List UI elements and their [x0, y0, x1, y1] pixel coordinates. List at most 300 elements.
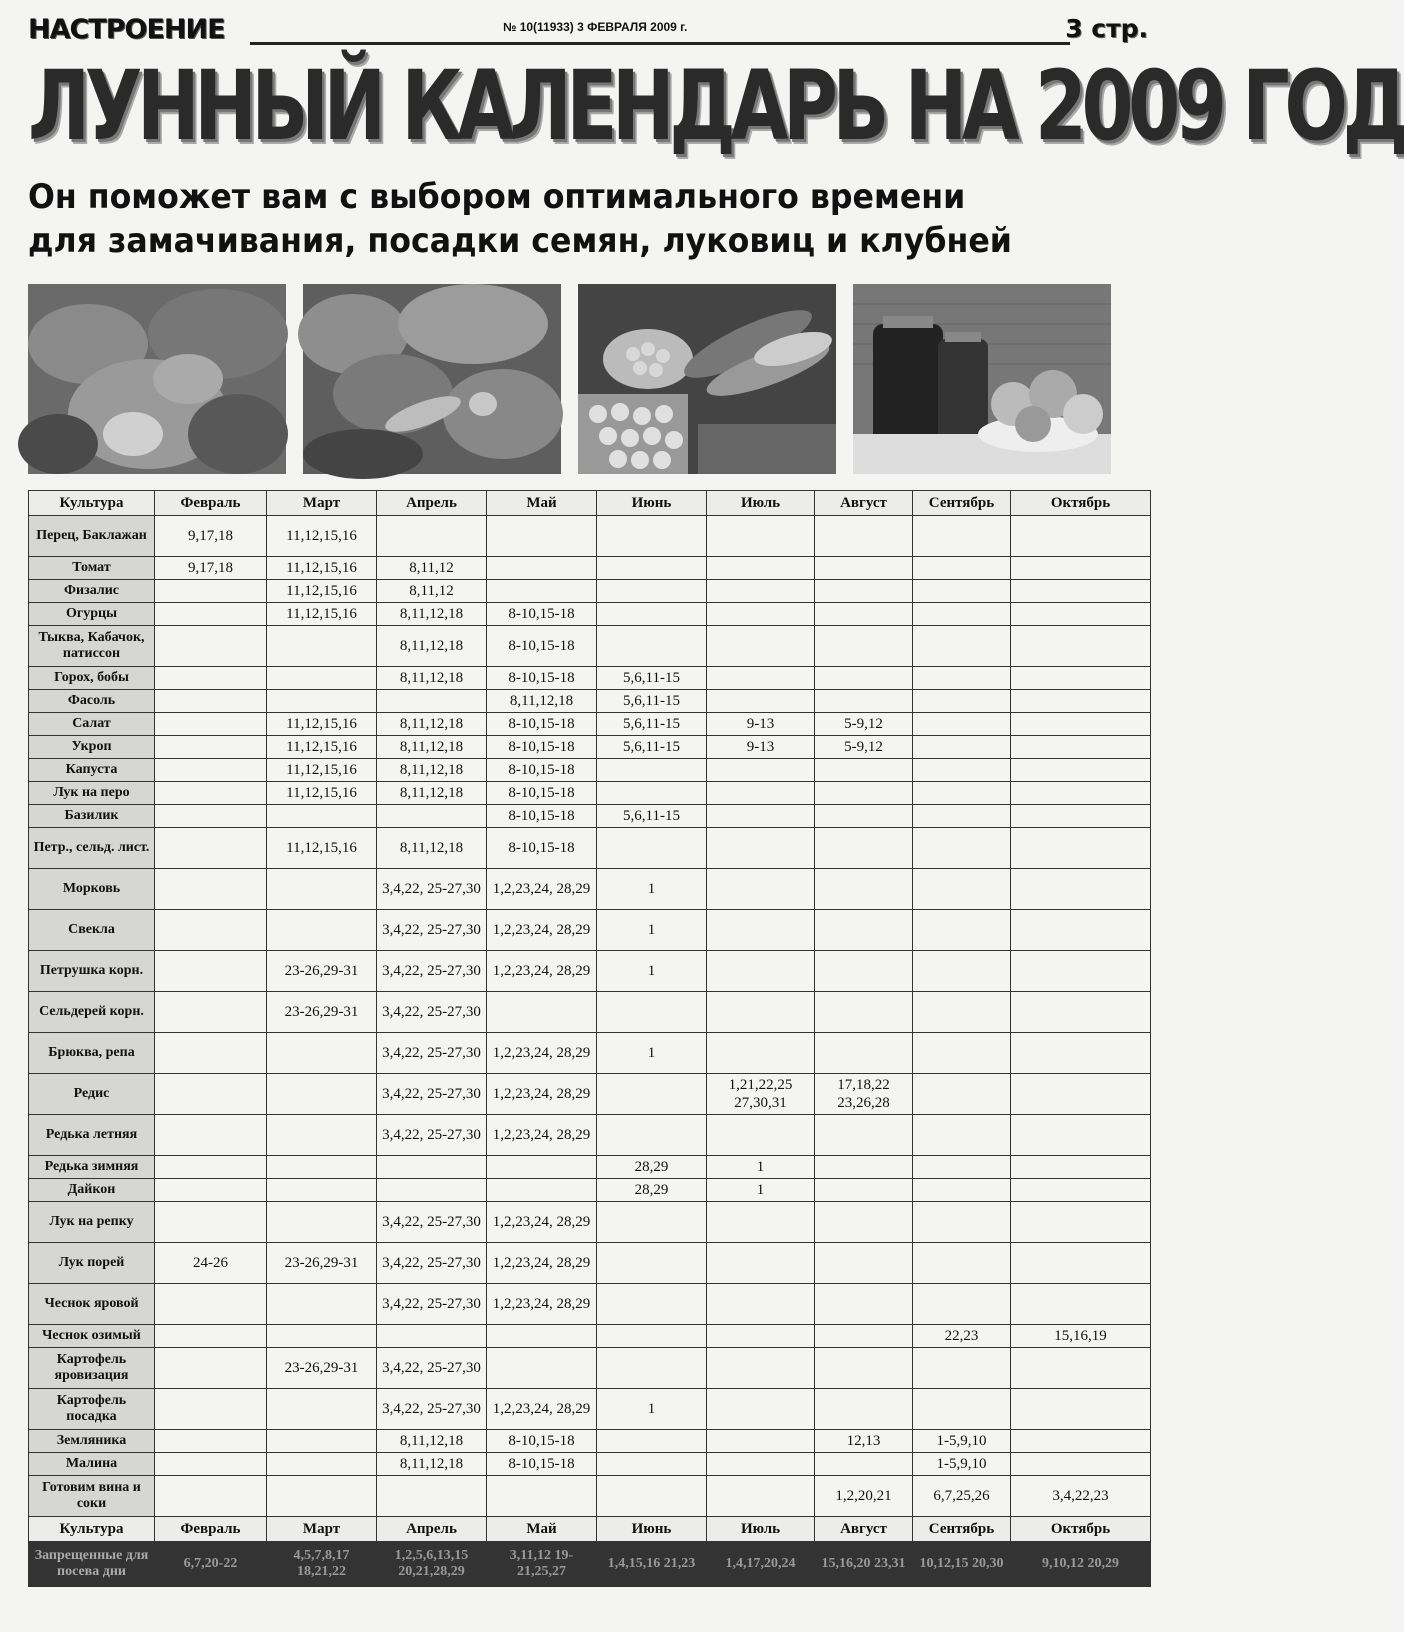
day-cell: [155, 736, 267, 759]
day-cell: [267, 1389, 377, 1430]
day-cell: 8,11,12,18: [377, 782, 487, 805]
day-cell: [597, 1430, 707, 1453]
day-cell: 1,2,23,24, 28,29: [487, 951, 597, 992]
day-cell: [815, 667, 913, 690]
day-cell: [707, 667, 815, 690]
main-title: ЛУННЫЙ КАЛЕНДАРЬ НА 2009 ГОД: [28, 50, 1404, 162]
day-cell: [155, 580, 267, 603]
column-header: Октябрь: [1011, 1517, 1151, 1542]
day-cell: [1011, 667, 1151, 690]
day-cell: [487, 1179, 597, 1202]
crop-name: Свекла: [29, 910, 155, 951]
jars-and-apples-photo: [853, 284, 1111, 474]
day-cell: 17,18,22 23,26,28: [815, 1074, 913, 1115]
day-cell: [707, 805, 815, 828]
day-cell: [267, 667, 377, 690]
day-cell: 3,4,22,23: [1011, 1476, 1151, 1517]
day-cell: [377, 1156, 487, 1179]
day-cell: [377, 690, 487, 713]
day-cell: [815, 1033, 913, 1074]
day-cell: 8-10,15-18: [487, 805, 597, 828]
day-cell: [597, 580, 707, 603]
crop-name: Малина: [29, 1453, 155, 1476]
day-cell: 8,11,12,18: [377, 603, 487, 626]
day-cell: [815, 869, 913, 910]
day-cell: 22,23: [913, 1325, 1011, 1348]
day-cell: 1: [597, 951, 707, 992]
day-cell: [1011, 782, 1151, 805]
column-header: Март: [267, 1517, 377, 1542]
day-cell: 1,2,20,21: [815, 1476, 913, 1517]
day-cell: [155, 1453, 267, 1476]
day-cell: [597, 1074, 707, 1115]
day-cell: [487, 1476, 597, 1517]
day-cell: [707, 951, 815, 992]
day-cell: [597, 1115, 707, 1156]
column-header: Сентябрь: [913, 1517, 1011, 1542]
column-header: Февраль: [155, 491, 267, 516]
page-header: [28, 14, 1148, 48]
day-cell: [155, 805, 267, 828]
forbidden-day-cell: 10,12,15 20,30: [913, 1542, 1011, 1587]
day-cell: 8-10,15-18: [487, 1430, 597, 1453]
table-row: [29, 805, 1151, 828]
column-header: Культура: [29, 1517, 155, 1542]
day-cell: [155, 1476, 267, 1517]
day-cell: [1011, 1453, 1151, 1476]
day-cell: [1011, 869, 1151, 910]
day-cell: 3,4,22, 25-27,30: [377, 1074, 487, 1115]
day-cell: [913, 1033, 1011, 1074]
day-cell: [1011, 951, 1151, 992]
column-header: Культура: [29, 491, 155, 516]
day-cell: [815, 1179, 913, 1202]
crop-name: Салат: [29, 713, 155, 736]
day-cell: [155, 626, 267, 667]
day-cell: [707, 1284, 815, 1325]
day-cell: [267, 1074, 377, 1115]
day-cell: [267, 626, 377, 667]
day-cell: [377, 1179, 487, 1202]
day-cell: [155, 951, 267, 992]
day-cell: 5,6,11-15: [597, 667, 707, 690]
day-cell: 5-9,12: [815, 736, 913, 759]
day-cell: [1011, 603, 1151, 626]
day-cell: [1011, 1243, 1151, 1284]
crop-name: Фасоль: [29, 690, 155, 713]
column-header: Март: [267, 491, 377, 516]
table-row: [29, 713, 1151, 736]
day-cell: [815, 805, 913, 828]
day-cell: [815, 1284, 913, 1325]
day-cell: [267, 1202, 377, 1243]
column-header: Май: [487, 491, 597, 516]
day-cell: [913, 736, 1011, 759]
day-cell: [913, 603, 1011, 626]
column-header: Июль: [707, 491, 815, 516]
day-cell: [487, 580, 597, 603]
table-row: [29, 759, 1151, 782]
column-header: Апрель: [377, 491, 487, 516]
day-cell: [597, 782, 707, 805]
day-cell: [707, 869, 815, 910]
day-cell: [707, 1202, 815, 1243]
day-cell: [1011, 1179, 1151, 1202]
day-cell: 8-10,15-18: [487, 626, 597, 667]
day-cell: [913, 805, 1011, 828]
day-cell: [155, 603, 267, 626]
table-row: [29, 1115, 1151, 1156]
table-row: [29, 1284, 1151, 1325]
column-header: Август: [815, 491, 913, 516]
day-cell: [913, 580, 1011, 603]
day-cell: [815, 828, 913, 869]
day-cell: [597, 1453, 707, 1476]
day-cell: [815, 1202, 913, 1243]
day-cell: 23-26,29-31: [267, 992, 377, 1033]
day-cell: 11,12,15,16: [267, 759, 377, 782]
day-cell: [267, 1115, 377, 1156]
day-cell: 5,6,11-15: [597, 736, 707, 759]
day-cell: 1,2,23,24, 28,29: [487, 1284, 597, 1325]
day-cell: 28,29: [597, 1179, 707, 1202]
day-cell: 1,2,23,24, 28,29: [487, 1389, 597, 1430]
day-cell: [155, 1156, 267, 1179]
crop-name: Горох, бобы: [29, 667, 155, 690]
crop-name: Картофель яровизация: [29, 1348, 155, 1389]
day-cell: [597, 1348, 707, 1389]
table-row: [29, 516, 1151, 557]
forbidden-day-cell: 1,4,15,16 21,23: [597, 1542, 707, 1587]
day-cell: 8-10,15-18: [487, 667, 597, 690]
day-cell: 3,4,22, 25-27,30: [377, 992, 487, 1033]
day-cell: [707, 516, 815, 557]
forbidden-day-cell: 1,2,5,6,13,15 20,21,28,29: [377, 1542, 487, 1587]
day-cell: [913, 1202, 1011, 1243]
crop-name: Редис: [29, 1074, 155, 1115]
day-cell: [1011, 1202, 1151, 1243]
crop-name: Картофель посадка: [29, 1389, 155, 1430]
forbidden-day-cell: 4,5,7,8,17 18,21,22: [267, 1542, 377, 1587]
issue-info: № 10(11933) 3 ФЕВРАЛЯ 2009 г.: [503, 20, 688, 34]
table-row: [29, 626, 1151, 667]
day-cell: [377, 516, 487, 557]
day-cell: [487, 516, 597, 557]
day-cell: [487, 557, 597, 580]
column-header: Май: [487, 1517, 597, 1542]
crop-name: Редька летняя: [29, 1115, 155, 1156]
table-row: [29, 910, 1151, 951]
day-cell: [1011, 1430, 1151, 1453]
day-cell: 8-10,15-18: [487, 828, 597, 869]
day-cell: 3,4,22, 25-27,30: [377, 1033, 487, 1074]
vegetables-harvest-photo: [578, 284, 836, 474]
day-cell: [913, 992, 1011, 1033]
day-cell: 1,2,23,24, 28,29: [487, 1115, 597, 1156]
day-cell: [1011, 557, 1151, 580]
crop-name: Петрушка корн.: [29, 951, 155, 992]
day-cell: 3,4,22, 25-27,30: [377, 1115, 487, 1156]
day-cell: 5,6,11-15: [597, 713, 707, 736]
day-cell: [267, 1430, 377, 1453]
table-row: [29, 782, 1151, 805]
table-row: [29, 869, 1151, 910]
day-cell: 3,4,22, 25-27,30: [377, 869, 487, 910]
day-cell: [1011, 736, 1151, 759]
table-row: [29, 1430, 1151, 1453]
cabbage-photo: [28, 284, 286, 474]
column-header: Февраль: [155, 1517, 267, 1542]
crop-name: Физалис: [29, 580, 155, 603]
day-cell: [913, 1115, 1011, 1156]
day-cell: 28,29: [597, 1156, 707, 1179]
day-cell: [487, 1348, 597, 1389]
day-cell: 8-10,15-18: [487, 736, 597, 759]
day-cell: 8-10,15-18: [487, 782, 597, 805]
column-header: Июль: [707, 1517, 815, 1542]
day-cell: 11,12,15,16: [267, 713, 377, 736]
day-cell: 8,11,12,18: [377, 713, 487, 736]
crop-name: Готовим вина и соки: [29, 1476, 155, 1517]
column-header: Июнь: [597, 1517, 707, 1542]
crop-name: Морковь: [29, 869, 155, 910]
day-cell: [155, 1325, 267, 1348]
day-cell: [815, 1453, 913, 1476]
column-header: Июнь: [597, 491, 707, 516]
section-name: НАСТРОЕНИЕ: [28, 14, 225, 45]
day-cell: [913, 1179, 1011, 1202]
day-cell: [707, 1430, 815, 1453]
day-cell: [597, 1284, 707, 1325]
day-cell: [707, 992, 815, 1033]
day-cell: [1011, 759, 1151, 782]
crop-name: Лук на перо: [29, 782, 155, 805]
day-cell: [597, 603, 707, 626]
crop-name: Лук на репку: [29, 1202, 155, 1243]
crop-name: Капуста: [29, 759, 155, 782]
day-cell: [815, 690, 913, 713]
day-cell: [155, 1033, 267, 1074]
crop-name: Перец, Баклажан: [29, 516, 155, 557]
day-cell: [707, 759, 815, 782]
day-cell: 1,2,23,24, 28,29: [487, 1033, 597, 1074]
day-cell: 1-5,9,10: [913, 1430, 1011, 1453]
day-cell: [815, 951, 913, 992]
day-cell: [1011, 690, 1151, 713]
table-row: [29, 1156, 1151, 1179]
day-cell: [597, 1202, 707, 1243]
table-header: [29, 491, 1151, 516]
day-cell: 11,12,15,16: [267, 516, 377, 557]
table-row: [29, 603, 1151, 626]
day-cell: [913, 759, 1011, 782]
day-cell: [1011, 1348, 1151, 1389]
day-cell: [267, 910, 377, 951]
day-cell: 3,4,22, 25-27,30: [377, 1243, 487, 1284]
day-cell: [707, 1453, 815, 1476]
day-cell: [815, 516, 913, 557]
day-cell: 1,2,23,24, 28,29: [487, 1243, 597, 1284]
photo-strip: [28, 284, 1150, 474]
day-cell: 24-26: [155, 1243, 267, 1284]
table-row: [29, 1033, 1151, 1074]
day-cell: [707, 1325, 815, 1348]
table-row: [29, 1243, 1151, 1284]
table-row: [29, 667, 1151, 690]
crop-name: Земляника: [29, 1430, 155, 1453]
day-cell: 3,4,22, 25-27,30: [377, 951, 487, 992]
crop-name: Томат: [29, 557, 155, 580]
day-cell: 3,4,22, 25-27,30: [377, 910, 487, 951]
day-cell: [1011, 805, 1151, 828]
day-cell: [155, 1115, 267, 1156]
day-cell: [597, 828, 707, 869]
day-cell: [267, 1476, 377, 1517]
crop-name: Редька зимняя: [29, 1156, 155, 1179]
day-cell: [913, 951, 1011, 992]
day-cell: [155, 1389, 267, 1430]
day-cell: [913, 557, 1011, 580]
day-cell: [377, 1325, 487, 1348]
table-row: [29, 1325, 1151, 1348]
day-cell: [597, 759, 707, 782]
column-header: Август: [815, 1517, 913, 1542]
day-cell: [913, 713, 1011, 736]
crop-name: Базилик: [29, 805, 155, 828]
column-header: Сентябрь: [913, 491, 1011, 516]
day-cell: [815, 580, 913, 603]
day-cell: [815, 603, 913, 626]
day-cell: [155, 828, 267, 869]
day-cell: [267, 690, 377, 713]
day-cell: [267, 869, 377, 910]
day-cell: 8,11,12,18: [377, 667, 487, 690]
table-row: [29, 1074, 1151, 1115]
day-cell: [155, 1202, 267, 1243]
day-cell: [707, 1243, 815, 1284]
day-cell: [155, 992, 267, 1033]
day-cell: [155, 1179, 267, 1202]
day-cell: [913, 782, 1011, 805]
day-cell: [913, 1389, 1011, 1430]
day-cell: 1,21,22,25 27,30,31: [707, 1074, 815, 1115]
day-cell: [487, 1325, 597, 1348]
crop-name: Дайкон: [29, 1179, 155, 1202]
forbidden-day-cell: 1,4,17,20,24: [707, 1542, 815, 1587]
day-cell: [707, 1389, 815, 1430]
day-cell: 8,11,12,18: [377, 759, 487, 782]
day-cell: [1011, 1389, 1151, 1430]
day-cell: [815, 992, 913, 1033]
day-cell: [815, 1115, 913, 1156]
day-cell: [155, 910, 267, 951]
forbidden-day-cell: 6,7,20-22: [155, 1542, 267, 1587]
day-cell: [815, 1325, 913, 1348]
table-row: [29, 1179, 1151, 1202]
day-cell: 1,2,23,24, 28,29: [487, 1074, 597, 1115]
header-rule: [250, 42, 1070, 45]
day-cell: 8-10,15-18: [487, 603, 597, 626]
day-cell: [597, 516, 707, 557]
day-cell: [707, 557, 815, 580]
crop-name: Чеснок озимый: [29, 1325, 155, 1348]
day-cell: [913, 667, 1011, 690]
day-cell: [707, 603, 815, 626]
day-cell: [913, 1243, 1011, 1284]
day-cell: 9,17,18: [155, 516, 267, 557]
crop-name: Брюква, репа: [29, 1033, 155, 1074]
table-row: [29, 1476, 1151, 1517]
day-cell: [1011, 828, 1151, 869]
day-cell: 8-10,15-18: [487, 759, 597, 782]
day-cell: [707, 1348, 815, 1389]
day-cell: [597, 1476, 707, 1517]
day-cell: 11,12,15,16: [267, 603, 377, 626]
day-cell: 11,12,15,16: [267, 828, 377, 869]
day-cell: [1011, 713, 1151, 736]
day-cell: [913, 869, 1011, 910]
day-cell: 1: [597, 869, 707, 910]
table-row: [29, 1202, 1151, 1243]
crop-name: Петр., сельд. лист.: [29, 828, 155, 869]
day-cell: [707, 1115, 815, 1156]
day-cell: [1011, 1074, 1151, 1115]
day-cell: [155, 1430, 267, 1453]
table-row: [29, 580, 1151, 603]
day-cell: 3,4,22, 25-27,30: [377, 1284, 487, 1325]
day-cell: 1: [597, 910, 707, 951]
day-cell: [913, 828, 1011, 869]
table-row: [29, 992, 1151, 1033]
day-cell: [707, 910, 815, 951]
subtitle-line-1: Он поможет вам с выбором оптимального времени: [28, 177, 966, 217]
day-cell: [267, 1325, 377, 1348]
day-cell: 9-13: [707, 736, 815, 759]
day-cell: [913, 1284, 1011, 1325]
day-cell: [597, 992, 707, 1033]
day-cell: [815, 626, 913, 667]
day-cell: [1011, 580, 1151, 603]
day-cell: 1: [597, 1389, 707, 1430]
table-row: [29, 1389, 1151, 1430]
subtitle: [28, 175, 1060, 263]
day-cell: 8,11,12,18: [377, 1453, 487, 1476]
crop-name: Укроп: [29, 736, 155, 759]
day-cell: 11,12,15,16: [267, 557, 377, 580]
day-cell: [1011, 626, 1151, 667]
day-cell: [913, 910, 1011, 951]
day-cell: [1011, 516, 1151, 557]
day-cell: 9-13: [707, 713, 815, 736]
day-cell: [1011, 1033, 1151, 1074]
table-row: [29, 828, 1151, 869]
day-cell: [155, 759, 267, 782]
day-cell: [377, 1476, 487, 1517]
table-row: [29, 1453, 1151, 1476]
day-cell: [707, 782, 815, 805]
day-cell: [377, 805, 487, 828]
day-cell: [155, 1348, 267, 1389]
day-cell: [913, 1074, 1011, 1115]
forbidden-days-row: [29, 1542, 1151, 1587]
day-cell: [707, 580, 815, 603]
day-cell: [597, 557, 707, 580]
day-cell: 3,4,22, 25-27,30: [377, 1202, 487, 1243]
day-cell: [267, 1156, 377, 1179]
day-cell: 11,12,15,16: [267, 782, 377, 805]
day-cell: [913, 626, 1011, 667]
cucumber-plant-photo: [303, 284, 561, 474]
